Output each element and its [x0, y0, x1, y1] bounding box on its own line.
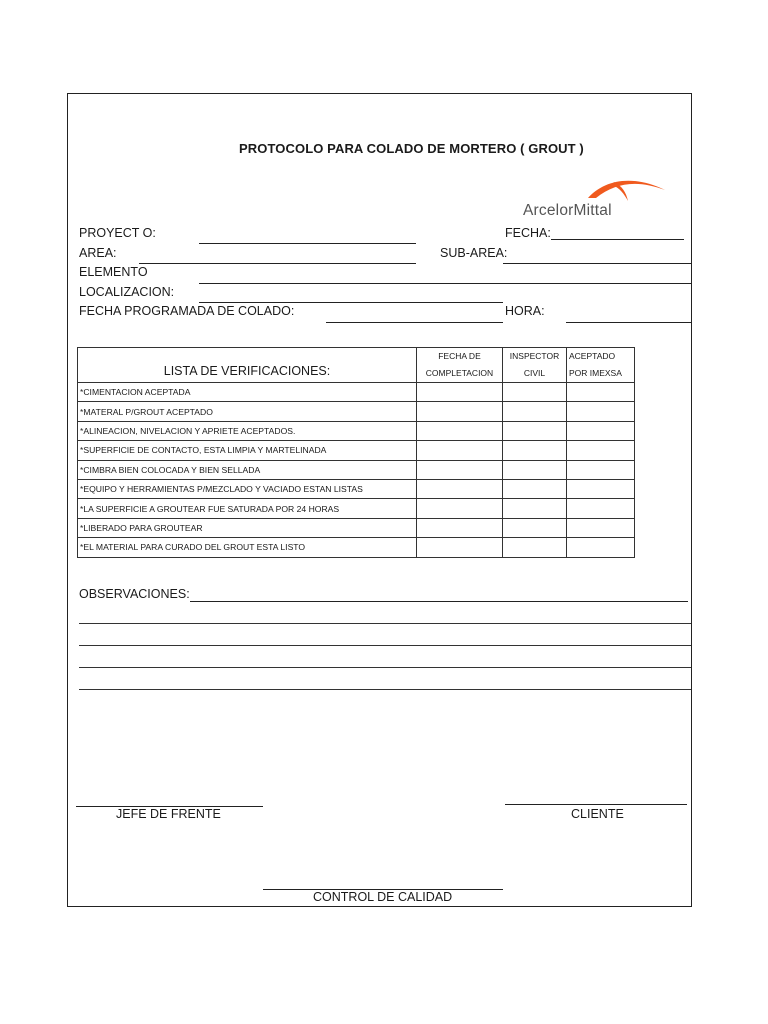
lista-header: LISTA DE VERIFICACIONES:: [78, 348, 417, 383]
aceptado-cell[interactable]: [567, 479, 635, 498]
fecha-cell[interactable]: [417, 402, 503, 421]
table-row: [78, 421, 635, 440]
cliente-signature-line[interactable]: [505, 804, 687, 805]
table-row: [78, 479, 635, 498]
fecha-cell[interactable]: [417, 499, 503, 518]
fecha-cell[interactable]: [417, 518, 503, 537]
checklist-header-row: [78, 348, 635, 383]
inspector-cell[interactable]: [503, 538, 567, 557]
inspector-header-line2: CIVIL: [523, 368, 546, 378]
checklist-item: *EL MATERIAL PARA CURADO DEL GROUT ESTA LISTO: [78, 538, 417, 557]
aceptado-cell[interactable]: [567, 421, 635, 440]
fecha-cell[interactable]: [417, 441, 503, 460]
fecha-field[interactable]: [551, 239, 684, 240]
table-row: [78, 460, 635, 479]
checklist-item: *LA SUPERFICIE A GROUTEAR FUE SATURADA POR 24 HORAS: [78, 499, 417, 518]
checklist-item: *SUPERFICIE DE CONTACTO, ESTA LIMPIA Y MARTELINADA: [78, 441, 417, 460]
checklist-item: *EQUIPO Y HERRAMIENTAS P/MEZCLADO Y VACIADO ESTAN LISTAS: [78, 479, 417, 498]
observaciones-label: OBSERVACIONES:: [79, 587, 190, 601]
observaciones-line[interactable]: [79, 623, 691, 624]
inspector-cell[interactable]: [503, 421, 567, 440]
aceptado-cell[interactable]: [567, 518, 635, 537]
aceptado-cell[interactable]: [567, 538, 635, 557]
proyecto-field[interactable]: [199, 243, 416, 244]
checklist-item: *CIMBRA BIEN COLOCADA Y BIEN SELLADA: [78, 460, 417, 479]
aceptado-cell[interactable]: [567, 383, 635, 402]
arcelormittal-logo-swoosh-icon: [586, 176, 668, 202]
sub-area-field[interactable]: [503, 263, 692, 264]
area-field[interactable]: [139, 263, 416, 264]
aceptado-header-line2: POR IMEXSA: [569, 368, 622, 378]
aceptado-cell[interactable]: [567, 499, 635, 518]
table-row: [78, 441, 635, 460]
table-row: [78, 538, 635, 557]
observaciones-line[interactable]: [79, 667, 691, 668]
cliente-label: CLIENTE: [571, 807, 624, 821]
jefe-de-frente-label: JEFE DE FRENTE: [116, 807, 221, 821]
fecha-cell[interactable]: [417, 460, 503, 479]
aceptado-imexsa-header: [567, 348, 635, 383]
aceptado-header-line1: ACEPTADO: [569, 351, 616, 361]
fecha-completacion-header: [417, 348, 503, 383]
proyecto-label: PROYECT O:: [79, 226, 156, 240]
table-row: [78, 383, 635, 402]
document-title: PROTOCOLO PARA COLADO DE MORTERO ( GROUT ): [239, 141, 584, 156]
inspector-cell[interactable]: [503, 402, 567, 421]
aceptado-cell[interactable]: [567, 441, 635, 460]
aceptado-cell[interactable]: [567, 402, 635, 421]
checklist-item: *ALINEACION, NIVELACION Y APRIETE ACEPTADOS.: [78, 421, 417, 440]
localizacion-label: LOCALIZACION:: [79, 285, 175, 299]
inspector-cell[interactable]: [503, 499, 567, 518]
hora-label: HORA:: [505, 304, 545, 318]
area-label: AREA:: [79, 246, 117, 260]
checklist-item: *LIBERADO PARA GROUTEAR: [78, 518, 417, 537]
checklist-table: [77, 347, 635, 558]
inspector-cell[interactable]: [503, 383, 567, 402]
localizacion-field[interactable]: [199, 302, 503, 303]
elemento-field[interactable]: [199, 283, 692, 284]
fecha-cell[interactable]: [417, 538, 503, 557]
checklist-item: *CIMENTACION ACEPTADA: [78, 383, 417, 402]
fecha-cell[interactable]: [417, 421, 503, 440]
sub-area-label: SUB-AREA:: [440, 246, 508, 260]
table-row: [78, 518, 635, 537]
aceptado-cell[interactable]: [567, 460, 635, 479]
arcelormittal-logo-text: ArcelorMittal: [523, 202, 612, 219]
fecha-header-line2: COMPLETACION: [425, 368, 494, 378]
fecha-label: FECHA:: [505, 226, 551, 240]
table-row: [78, 402, 635, 421]
fecha-header-line1: FECHA DE: [438, 351, 481, 361]
fecha-programada-field[interactable]: [326, 322, 503, 323]
elemento-label: ELEMENTO: [79, 265, 148, 279]
inspector-cell[interactable]: [503, 460, 567, 479]
inspector-cell[interactable]: [503, 518, 567, 537]
checklist-item: *MATERAL P/GROUT ACEPTADO: [78, 402, 417, 421]
fecha-cell[interactable]: [417, 479, 503, 498]
inspector-cell[interactable]: [503, 479, 567, 498]
observaciones-line[interactable]: [190, 601, 688, 602]
observaciones-line[interactable]: [79, 689, 691, 690]
control-de-calidad-label: CONTROL DE CALIDAD: [313, 890, 453, 904]
table-row: [78, 499, 635, 518]
hora-field[interactable]: [566, 322, 692, 323]
fecha-programada-label: FECHA PROGRAMADA DE COLADO:: [79, 304, 295, 318]
observaciones-line[interactable]: [79, 645, 691, 646]
inspector-civil-header: [503, 348, 567, 383]
inspector-cell[interactable]: [503, 441, 567, 460]
fecha-cell[interactable]: [417, 383, 503, 402]
inspector-header-line1: INSPECTOR: [509, 351, 560, 361]
